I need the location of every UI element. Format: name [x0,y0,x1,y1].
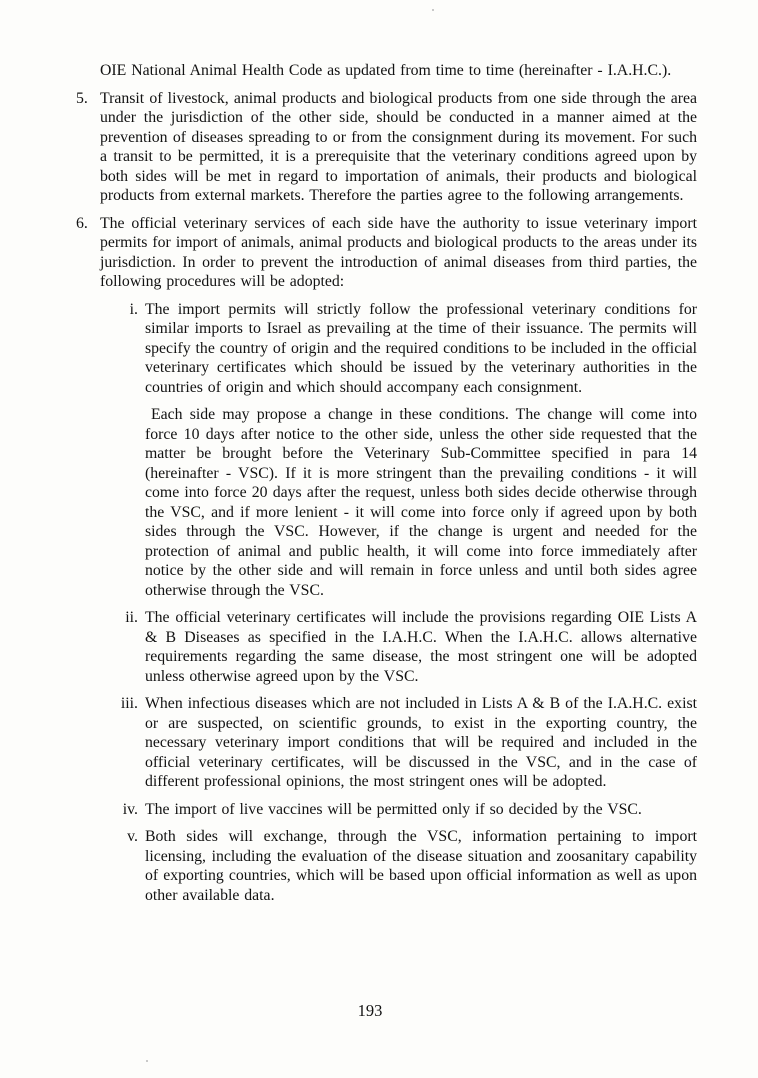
sub-item-i-number: i. [129,300,138,318]
sub-item-iv-number: iv. [122,800,138,818]
item-6-number: 6. [76,214,88,232]
scan-artifact-speck [146,1060,148,1062]
item-6-text: The official veterinary services of each side have the authority to issue veterinary import permits for import of animals, animal products and biological products to the areas under its jurisdiction. In order to prevent the introduction of animal diseases from third parties, the following procedures will be adopted: [100,214,697,290]
page-number: 193 [357,1001,383,1020]
sub-item-v-number: v. [127,828,138,845]
sub-item-i [129,300,697,398]
sub-item-v [127,827,697,905]
sub-item-iii-number: iii. [120,695,138,712]
sub-item-i-text: The import permits will strictly follow the professional veterinary conditions for similar imports to Israel as prevailing at the time of their issuance. The permits will specify the country of origin and the required conditions to be included in the official veterinary certificates which should be issued by the veterinary authorities in the countries of origin and which should accompany each consignment. [145,300,697,396]
sub-item-iii-text: When infectious diseases which are not included in Lists A & B of the I.A.H.C. exist or are suspected, on scientific grounds, to exist in the exporting country, the necessary veterinary import conditions that will be required and included in the official veterinary certificates, will be discussed in the VSC, and in the case of different professional opinions, the most stringent ones will be adopted. [145,695,697,790]
paragraph-intro-continuation: OIE National Animal Health Code as updated from time to time (hereinafter - I.A.H.C.). [100,62,672,79]
scan-artifact-speck [432,9,434,11]
list-item-6 [76,214,697,292]
sub-item-ii-text: The official veterinary certificates will include the provisions regarding OIE Lists A & B Diseases as specified in the I.A.H.C. When the I.A.H.C. allows alternative requirements regarding the same disease, the most stringent one will be adopted unless otherwise agreed upon by the VSC. [145,609,697,685]
sub-list [120,300,697,906]
sub-item-v-text: Both sides will exchange, through the VSC, information pertaining to import licensing, including the evaluation of the disease situation and zoosanitary capability of exporting countries, which will be based upon official information as well as upon other available data. [145,828,697,904]
sub-item-ii [125,608,697,686]
sub-item-iv-text: The import of live vaccines will be permitted only if so decided by the VSC. [145,800,642,818]
item-5-text: Transit of livestock, animal products and biological products from one side through the area under the jurisdiction of the other side, should be conducted in a manner aimed at the prevention of diseases spreading to or from the consignment during its movement. For such a transit to be permitted, it is a prerequisite that the veterinary conditions agreed upon by both sides will be met in regard to importation of animals, their products and biological products from external markets. Therefore the parties agree to the following arrangements. [100,89,697,204]
sub-item-i-continuation [145,405,697,600]
item-5-number: 5. [76,89,88,107]
sub-item-iii [120,694,697,792]
sub-item-ii-number: ii. [125,609,138,626]
list-item-5 [76,89,697,206]
sub-item-i-continuation-text: Each side may propose a change in these conditions. The change will come into force 10 days after notice to the other side, unless the other side requested that the matter be brought before the Veterinary Sub-Committee specified in para 14 (hereinafter - VSC). If it is more stringent than the prevailing conditions - it will come into force 20 days after the request, unless both sides decide otherwise through the VSC, and if more lenient - it will come into force only if agreed upon by both sides through the VSC. However, if the change is urgent and needed for the protection of animal and public health, it will come into force immediately after notice by the other side and will remain in force unless and until both sides agree otherwise through the VSC. [145,406,697,599]
sub-item-iv [122,800,697,820]
page-content [76,61,697,905]
